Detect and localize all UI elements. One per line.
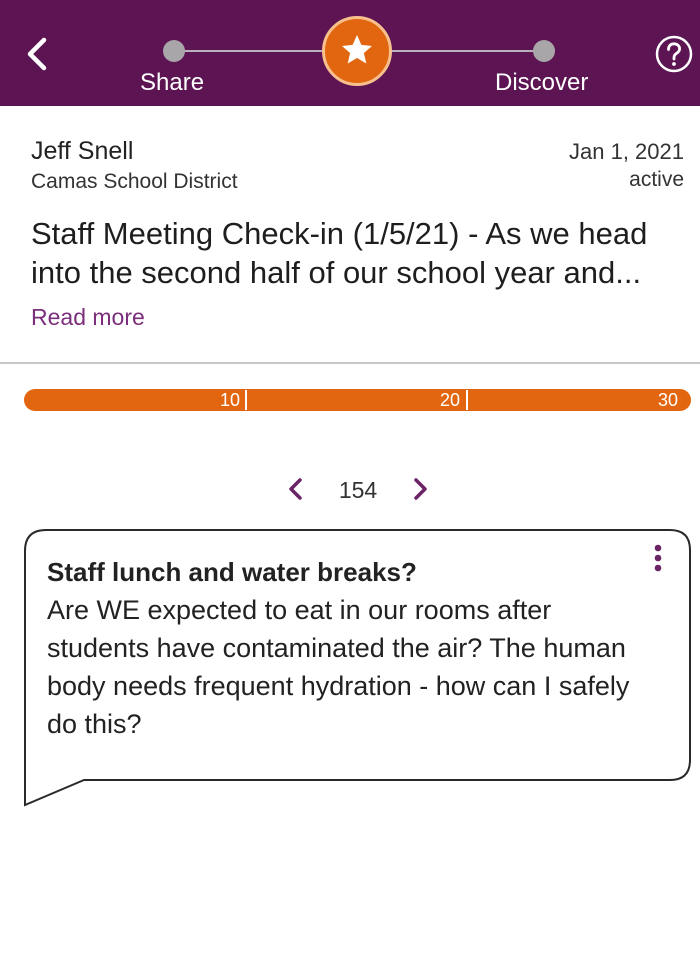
step-label-discover[interactable]: Discover	[495, 69, 589, 96]
progress-tick-label-20: 20	[439, 390, 460, 410]
comment-more-button[interactable]	[646, 542, 670, 576]
author-name: Jeff Snell	[31, 137, 134, 165]
progress-tick-label-30: 30	[657, 390, 678, 410]
step-label-share[interactable]: Share	[140, 69, 205, 96]
post-date: Jan 1, 2021	[569, 139, 684, 164]
comment-title: Staff lunch and water breaks?	[47, 557, 417, 587]
page-count: 154	[338, 477, 378, 503]
progress-tick-label-10: 10	[219, 390, 240, 410]
organization-name: Camas School District	[31, 170, 238, 193]
more-vertical-icon	[646, 542, 670, 576]
status-label: active	[629, 168, 684, 191]
post-text: Staff Meeting Check-in (1/5/21) - As we head into the second half of our school year and...	[31, 216, 648, 290]
read-more-link[interactable]: Read more	[31, 304, 145, 330]
comment-body: Are WE expected to eat in our rooms after students have contaminated the air? The human body needs frequent hydration - how can I safely do this?	[47, 595, 630, 739]
